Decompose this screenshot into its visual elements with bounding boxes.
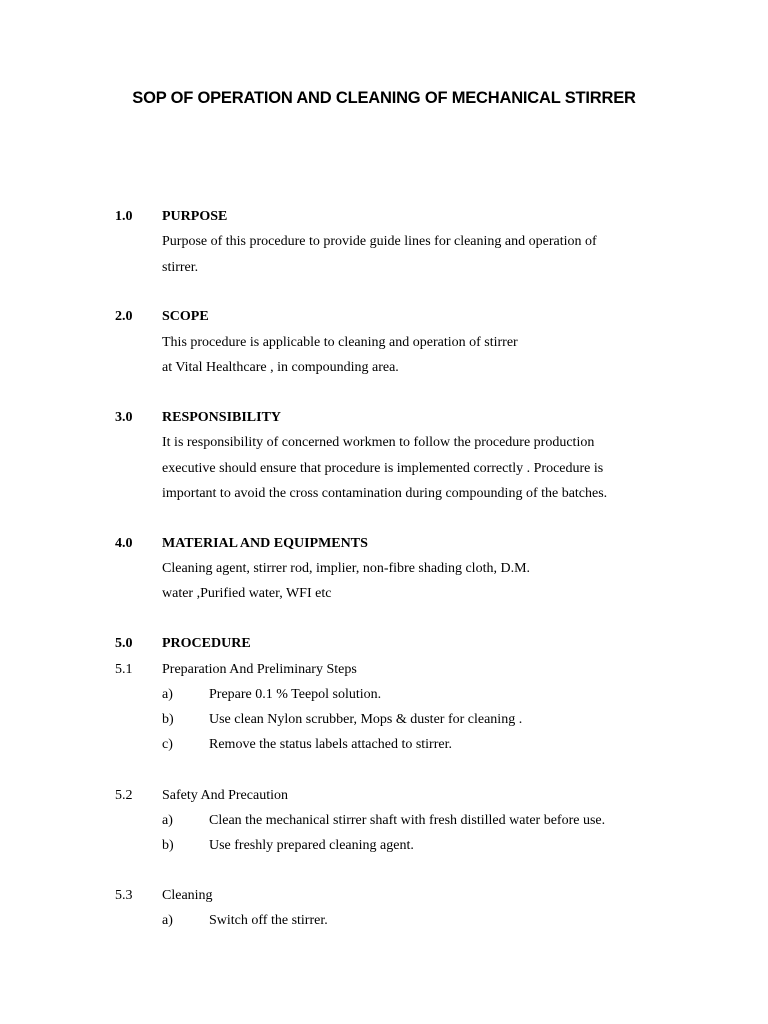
list-item: Switch off the stirrer. — [209, 913, 328, 928]
list-item: Remove the status labels attached to stirrer. — [209, 737, 452, 752]
list-item-letter: a) — [162, 913, 173, 928]
list-item-letter: a) — [162, 687, 173, 702]
section-text-line: water ,Purified water, WFI etc — [162, 586, 332, 601]
list-item: Use freshly prepared cleaning agent. — [209, 838, 414, 853]
subsection-heading: Safety And Precaution — [162, 788, 288, 803]
section-text-line: Purpose of this procedure to provide guide lines for cleaning and operation of — [162, 234, 597, 249]
subsection-heading: Cleaning — [162, 888, 213, 903]
section-heading-material: MATERIAL AND EQUIPMENTS — [162, 536, 368, 551]
list-item-letter: b) — [162, 712, 174, 727]
section-text-line: It is responsibility of concerned workmen to follow the procedure production — [162, 435, 595, 450]
section-number: 1.0 — [115, 209, 133, 224]
list-item-letter: b) — [162, 838, 174, 853]
section-text-line: executive should ensure that procedure is implemented correctly . Procedure is — [162, 461, 604, 476]
section-number: 2.0 — [115, 309, 133, 324]
document-title: SOP OF OPERATION AND CLEANING OF MECHANICAL STIRRER — [132, 89, 636, 107]
subsection-number: 5.1 — [115, 662, 133, 677]
list-item: Use clean Nylon scrubber, Mops & duster for cleaning . — [209, 712, 523, 727]
subsection-heading: Preparation And Preliminary Steps — [162, 662, 357, 677]
section-heading-scope: SCOPE — [162, 309, 209, 324]
subsection-number: 5.3 — [115, 888, 133, 903]
list-item: Clean the mechanical stirrer shaft with fresh distilled water before use. — [209, 813, 606, 828]
section-heading-responsibility: RESPONSIBILITY — [162, 410, 282, 425]
section-text-line: important to avoid the cross contamination during compounding of the batches. — [162, 486, 608, 501]
section-number: 4.0 — [115, 536, 133, 551]
section-text-line: Cleaning agent, stirrer rod, implier, non-fibre shading cloth, D.M. — [162, 561, 531, 576]
subsection-number: 5.2 — [115, 788, 133, 803]
section-number: 5.0 — [115, 636, 133, 651]
section-heading-procedure: PROCEDURE — [162, 636, 251, 651]
section-heading-purpose: PURPOSE — [162, 209, 228, 224]
section-text-line: This procedure is applicable to cleaning and operation of stirrer — [162, 335, 518, 350]
section-text-line: at Vital Healthcare , in compounding area. — [162, 360, 399, 375]
list-item: Prepare 0.1 % Teepol solution. — [209, 687, 382, 702]
list-item-letter: a) — [162, 813, 173, 828]
section-text-line: stirrer. — [162, 260, 199, 275]
section-number: 3.0 — [115, 410, 133, 425]
list-item-letter: c) — [162, 737, 173, 752]
